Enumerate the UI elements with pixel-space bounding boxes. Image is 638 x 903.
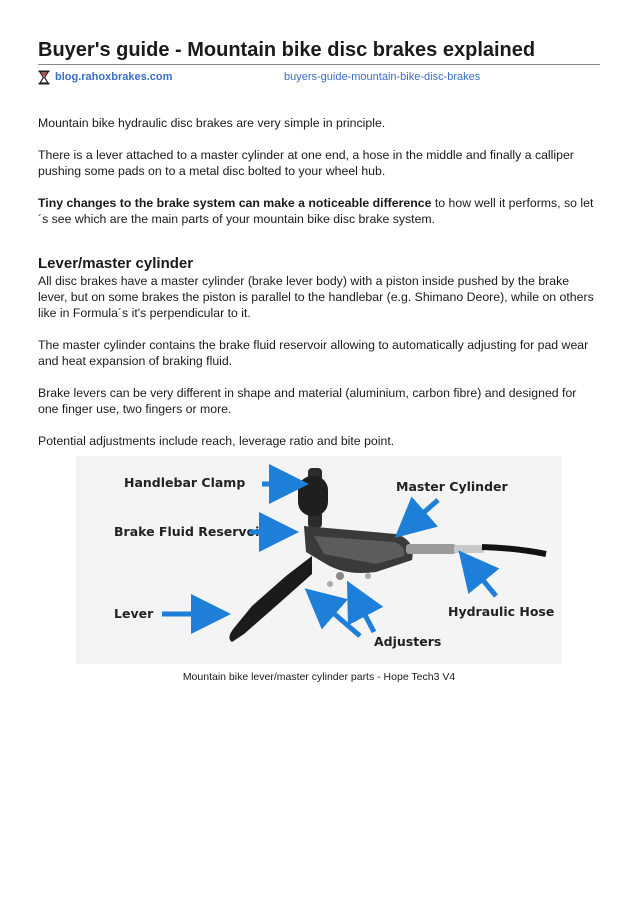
emphasis-text: Tiny changes to the brake system can make a noticeable difference [38,196,432,210]
intro-paragraph-2: There is a lever attached to a master cylinder at one end, a hose in the middle and finally a calliper pushing some pads on to a metal disc bolted to your wheel hub. [38,148,574,178]
page-title: Buyer's guide - Mountain bike disc brakes explained [38,39,536,61]
hourglass-icon [38,70,50,85]
intro-paragraph-3-rest: to how well it performs, so let´s see which are the main parts of your mountain bike disc brake system. [38,196,594,226]
section-paragraph-3: Brake levers can be very different in shape and material (aluminium, carbon fibre) and designed for one finger use, two fingers or more. [38,386,577,416]
source-meta [38,69,600,85]
site-link[interactable]: blog.rahoxbrakes.com [55,71,173,83]
label-lever: Lever [114,606,154,621]
figure-caption: Mountain bike lever/master cylinder parts - Hope Tech3 V4 [182,671,456,683]
label-brake-fluid-reservoir: Brake Fluid Reservoir [114,524,266,539]
intro-paragraph-3 [38,195,600,227]
label-master-cylinder: Master Cylinder [396,479,508,494]
label-hydraulic-hose: Hydraulic Hose [448,604,555,619]
article-body [38,115,600,465]
arrow-hydraulic-hose [468,562,496,596]
title-divider [38,64,600,65]
label-handlebar-clamp: Handlebar Clamp [124,475,246,490]
section-paragraph-4: Potential adjustments include reach, leverage ratio and bite point. [38,434,395,448]
section-paragraph-2: The master cylinder contains the brake fluid reservoir allowing to automatically adjusting for pad wear and heat expansion of braking fluid. [38,338,589,368]
label-adjusters: Adjusters [374,634,442,649]
intro-paragraph-1: Mountain bike hydraulic disc brakes are very simple in principle. [38,116,386,130]
arrow-master-cylinder [406,500,438,528]
brake-diagram [76,456,562,664]
brake-diagram-svg [76,456,562,664]
arrow-adjuster-right [354,594,374,632]
arrow-adjuster-left [316,598,360,636]
section-heading: Lever/master cylinder [38,255,194,272]
slug-link[interactable]: buyers-guide-mountain-bike-disc-brakes [284,71,481,83]
section-paragraph-1: All disc brakes have a master cylinder (brake lever body) with a piston inside pushed by the brake lever, but on some brakes the piston is parallel to the handlebar (e.g. Shimano Deore), while on others like in Formula´s it's perpendicular to it. [38,274,594,320]
